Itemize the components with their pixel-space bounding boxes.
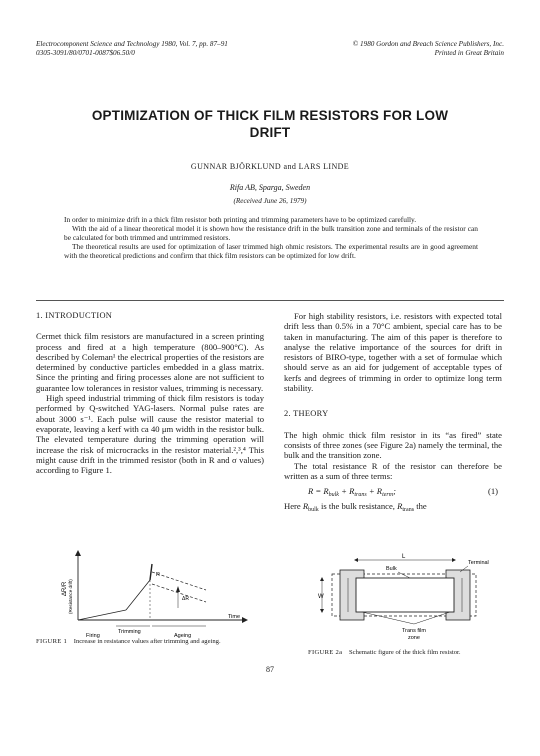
equation-number: (1): [487, 486, 498, 497]
fig1-y-axis-label: ΔR/R: [62, 581, 68, 596]
received-date: (Received June 26, 1979): [233, 197, 307, 205]
left-column: [36, 311, 264, 475]
fig2a-label-trans-zone-1: Trans film: [402, 628, 426, 634]
fig1-label-trimming: Trimming: [118, 629, 141, 635]
fig1-caption-text: Increase in resistance values after trimming and ageing.: [73, 638, 221, 645]
fig1-x-axis-label: Time: [228, 614, 241, 620]
figure-1-drift-graph: [56, 548, 266, 638]
paper-title: [60, 107, 480, 141]
section-heading-introduction: 1. INTRODUCTION: [36, 311, 113, 320]
intro-paragraph-2: High speed industrial trimming of thick film resistors is today performed by Q-switched YAG-lasers. Normal pulse rates are about 3000 s⁻¹. Each pulse will cause the resistor material to evaporate, leaving a kerf with ca 40 μm width in the resistor bulk. The elevated temperature during the trimming operation will increase the risk of microcracks in the resistor material.²,³,⁴ This might cause drift in the trimmed resistor (both in R and σ values) according to Figure 1.: [36, 393, 264, 476]
copyright-line: © 1980 Gordon and Breach Science Publishers, Inc.: [352, 40, 504, 48]
title-line-1: OPTIMIZATION OF THICK FILM RESISTORS FOR LOW: [91, 108, 449, 123]
fig1-caption-label: FIGURE 1: [36, 638, 68, 645]
affiliation: Rifa AB, Sparga, Sweden: [229, 183, 311, 192]
theory-paragraph-2: The total resistance R of the resistor can therefore be written as a sum of three terms:: [284, 460, 502, 481]
fig2a-label-l: L: [402, 554, 406, 560]
figure-2a-caption: [308, 649, 508, 657]
fig2a-caption-text: Schematic figure of the thick film resistor.: [348, 649, 461, 656]
fig1-label-dr: ΔR: [182, 596, 189, 602]
fig2a-label-trans-zone-2: zone: [408, 635, 420, 641]
equation-1: [284, 483, 502, 499]
right-column: [284, 311, 502, 515]
fig2a-label-terminal: Terminal: [468, 560, 489, 566]
abstract-paragraph: The theoretical results are used for optimization of laser trimmed high ohmic resistors. The experimental results are in good agreement with the theoretical predictions and confirm that thick film resistors can be optimized for low drift.: [64, 242, 478, 260]
figure-1-caption: [36, 638, 264, 646]
fig1-y-axis-sublabel: (Resistance drift): [68, 579, 73, 614]
figure-2a-resistor-schematic: [318, 552, 498, 644]
intro-paragraph-3: For high stability resistors, i.e. resistors with expected total drift less than 0.5% in a 70°C ambient, special care has to be taken in manufacturing. The aim of this paper is therefore to analyse the relative importance of the sources for drift in resistors of BIRO-type, together with a set of formulae which should serve as an aid for judgement of acceptable types of kerfs and degrees of trimming in order to optimize long term stability.: [284, 311, 502, 394]
page-number: 87: [266, 665, 274, 674]
fig1-label-firing: Firing: [86, 633, 100, 638]
abstract: [64, 215, 478, 260]
fig2a-label-w: W: [318, 594, 324, 600]
theory-paragraph-1: The high ohmic thick film resistor in its “as fired” state consists of three zones (see Figure 2a) namely the terminal, the bulk and the transition zone.: [284, 429, 502, 461]
authors: GUNNAR BJÖRKLUND and LARS LINDE: [190, 162, 350, 171]
section-divider: [36, 300, 504, 301]
journal-citation: Electrocomponent Science and Technology 1980, Vol. 7, pp. 87–91: [36, 40, 228, 48]
journal-issn: 0305-3091/80/0701-0087$06.50/0: [36, 49, 135, 57]
fig2a-caption-label: FIGURE 2a: [308, 649, 343, 656]
abstract-paragraph: In order to minimize drift in a thick film resistor both printing and trimming parameters have to be optimized carefully.: [64, 215, 417, 224]
title-line-2: DRIFT: [249, 125, 291, 140]
section-heading-theory: 2. THEORY: [284, 409, 329, 419]
journal-header: [36, 40, 326, 58]
intro-paragraph-1: Cermet thick film resistors are manufactured in a screen printing process and fired at a high temperature (800–900°C). As described by Coleman¹ the electrical properties of the resistors are determined by conductive particles embedded in a glass matrix. Since the printing and firing processes alone are not sufficient to guarantee low tolerances in resistor values, trimming is necessary.: [36, 331, 264, 393]
theory-paragraph-3: Here $R_{bulk}$ is the bulk resistance, $R_{trans}$ the: [284, 501, 427, 514]
publisher-header: [300, 40, 504, 58]
fig1-label-r: R: [156, 572, 160, 578]
fig1-label-ageing: Ageing: [174, 633, 192, 638]
equation-text: $R = R_{bulk} + R_{trans} + R_{term}$;: [308, 486, 396, 499]
abstract-paragraph: With the aid of a linear theoretical model it is shown how the resistance drift in the bulk transition zone and terminals of the resistor can be calculated for both trimmed and untrimmed resistors.: [64, 224, 478, 242]
printed-line: Printed in Great Britain: [434, 49, 504, 57]
fig2a-label-bulk: Bulk: [386, 566, 397, 572]
